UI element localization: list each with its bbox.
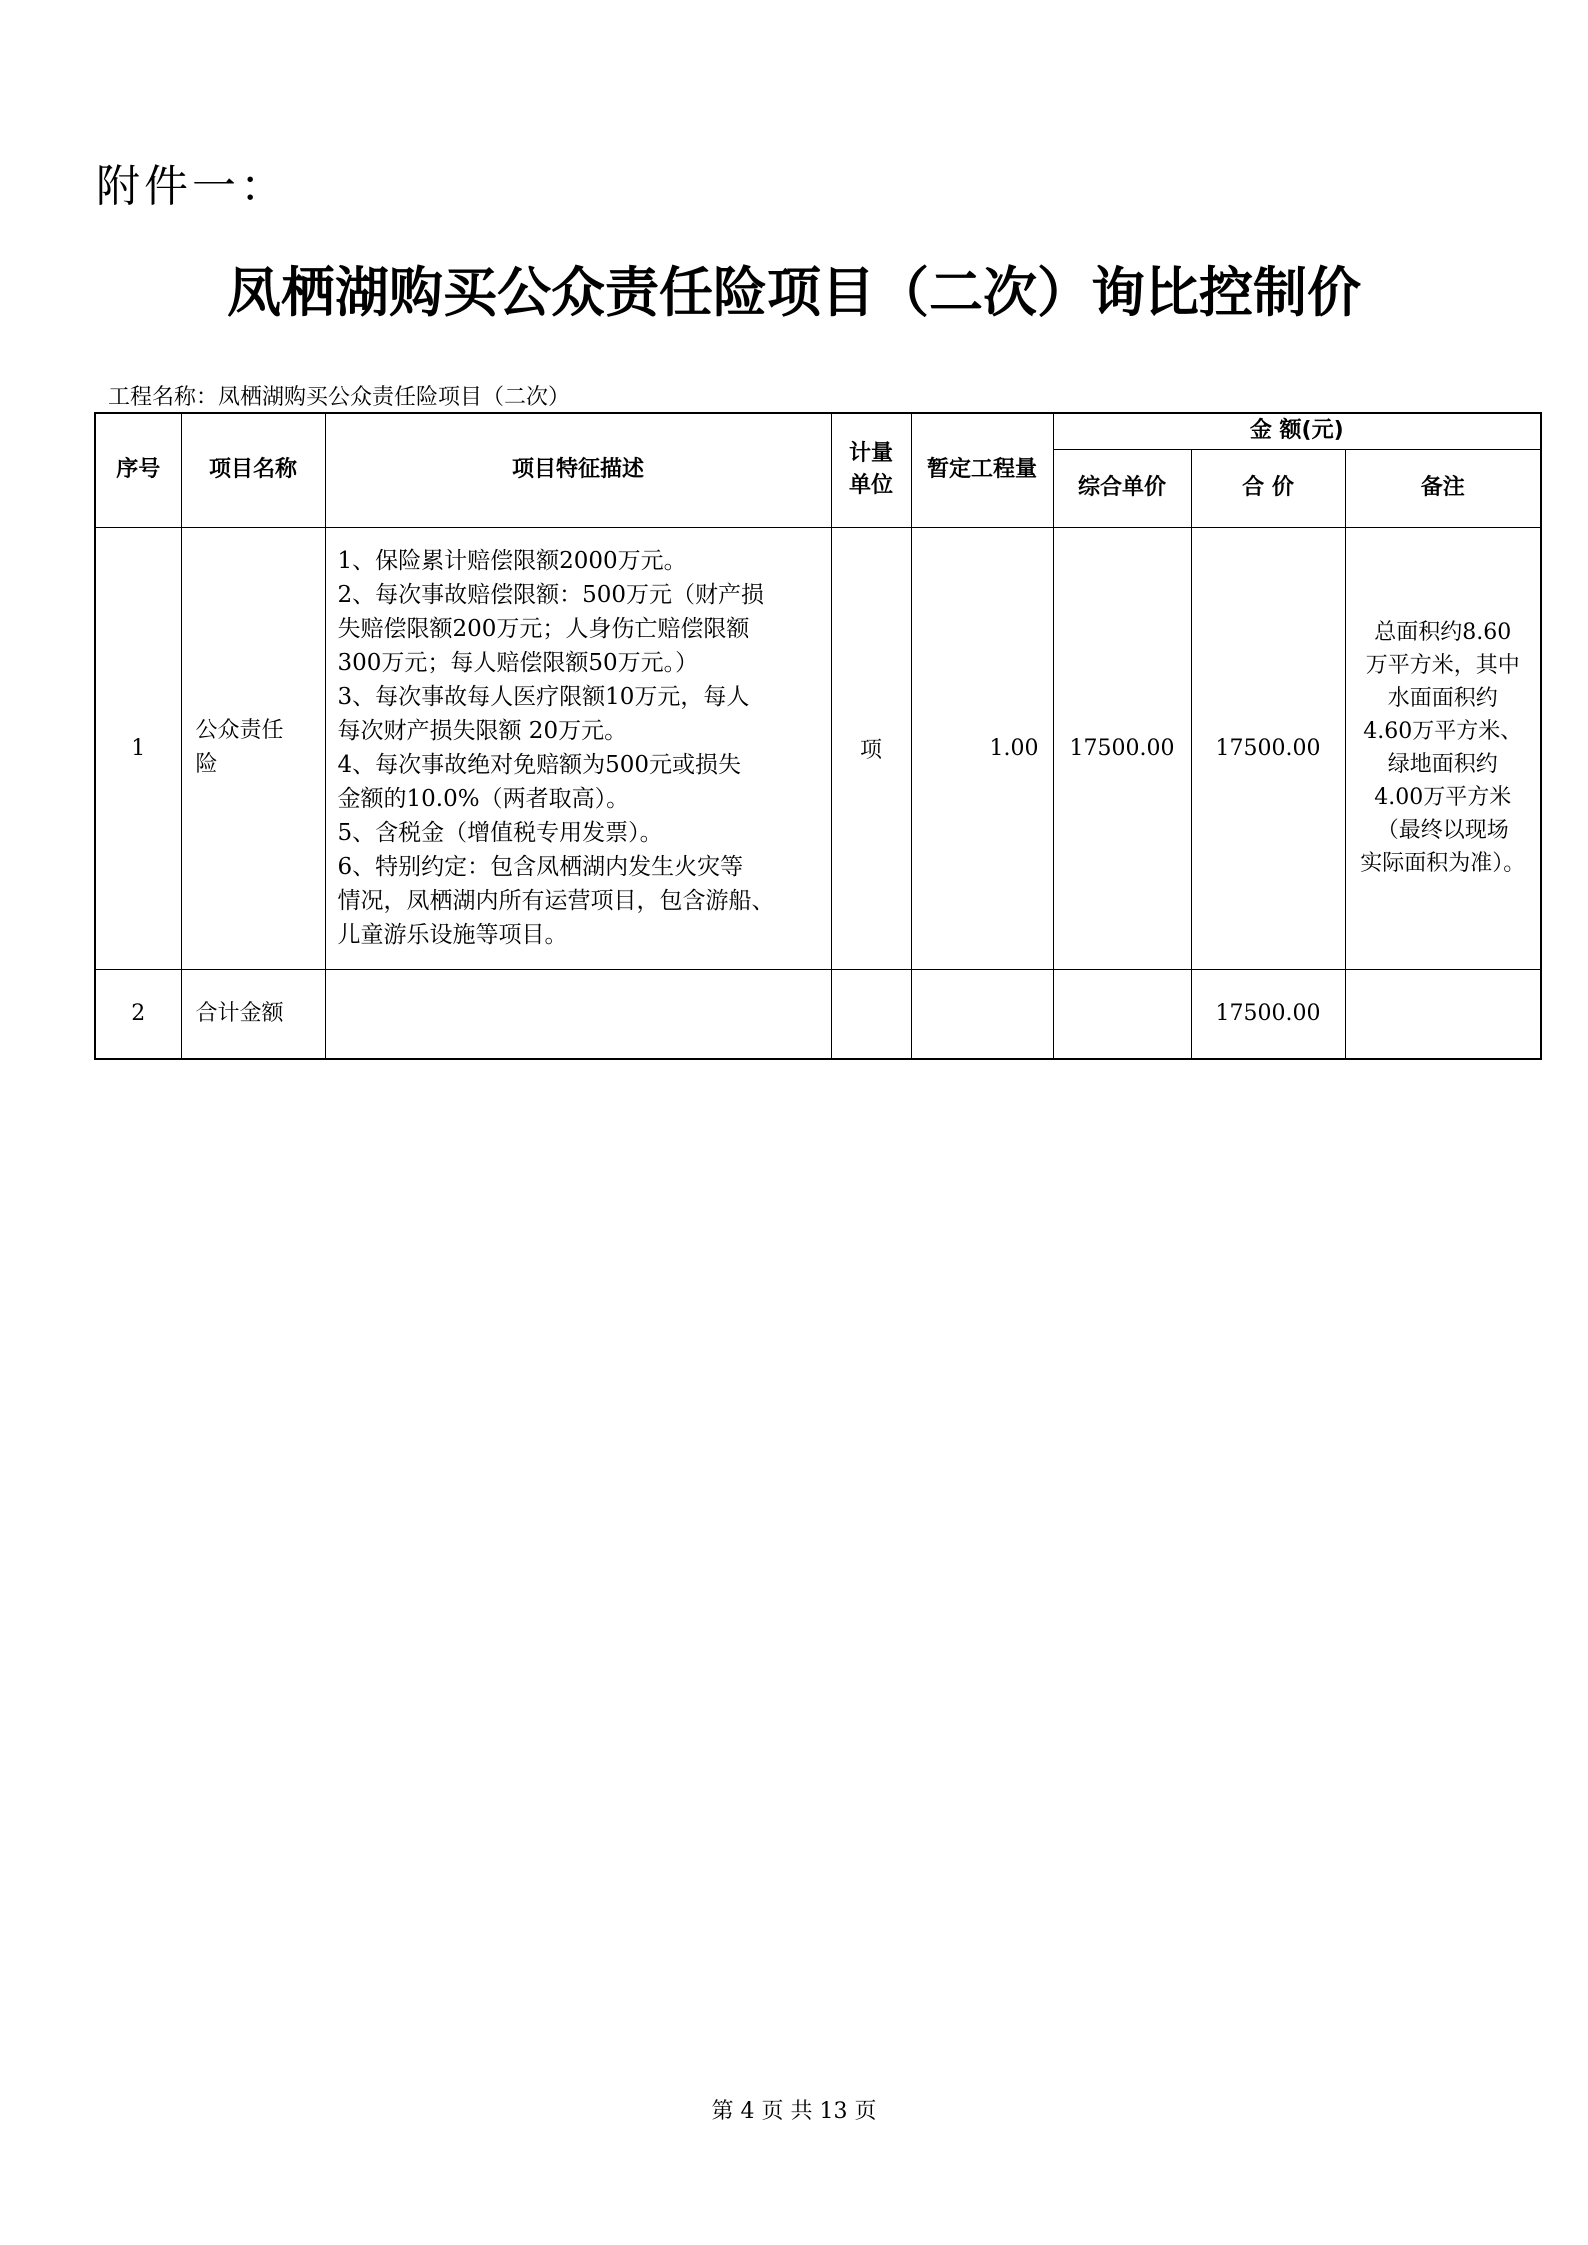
row-unit-price: 17500.00 xyxy=(1053,527,1191,969)
empty-cell xyxy=(911,969,1053,1059)
header-description: 项目特征描述 xyxy=(325,413,831,527)
total-row-amount: 17500.00 xyxy=(1191,969,1345,1059)
item-name-line: 险 xyxy=(195,752,218,777)
description-line: 2、每次事故赔偿限额：500万元（财产损 xyxy=(337,582,765,608)
price-control-table xyxy=(94,412,1542,1060)
empty-cell xyxy=(831,969,911,1059)
document-title: 凤栖湖购买公众责任险项目（二次）询比控制价 xyxy=(227,261,1361,324)
header-total: 合 价 xyxy=(1191,449,1345,527)
description-line: 失赔偿限额200万元；人身伤亡赔偿限额 xyxy=(337,616,750,642)
row-seq: 1 xyxy=(95,527,181,969)
row-description xyxy=(325,527,831,969)
total-row-label: 合计金额 xyxy=(181,969,325,1059)
note-line: 4.00万平方米 xyxy=(1374,785,1512,810)
empty-cell xyxy=(1053,969,1191,1059)
empty-cell xyxy=(1345,969,1541,1059)
note-line: 万平方米，其中 xyxy=(1365,653,1520,678)
row-note xyxy=(1345,527,1541,969)
description-line: 儿童游乐设施等项目。 xyxy=(337,922,568,948)
total-row-seq: 2 xyxy=(95,969,181,1059)
note-line: （最终以现场 xyxy=(1376,818,1509,843)
note-line: 总面积约8.60 xyxy=(1374,620,1512,645)
header-item-name: 项目名称 xyxy=(181,413,325,527)
description-line: 情况，凤栖湖内所有运营项目，包含游船、 xyxy=(337,888,775,914)
header-seq: 序号 xyxy=(95,413,181,527)
description-line: 300万元；每人赔偿限额50万元。） xyxy=(337,650,699,676)
header-quantity: 暂定工程量 xyxy=(911,413,1053,527)
attachment-label: 附件一： xyxy=(96,161,288,212)
header-note: 备注 xyxy=(1345,449,1541,527)
description-line: 4、每次事故绝对免赔额为500元或损失 xyxy=(337,752,742,778)
row-item-name xyxy=(181,527,325,969)
note-line: 水面面积约 xyxy=(1387,686,1498,711)
header-unit: 计量单位 xyxy=(831,413,911,527)
row-total: 17500.00 xyxy=(1191,527,1345,969)
note-line: 4.60万平方米、 xyxy=(1363,719,1523,744)
table-row xyxy=(95,527,1541,969)
header-amount-group: 金 额(元) xyxy=(1053,413,1541,449)
table-row-total xyxy=(95,969,1541,1059)
note-line: 绿地面积约 xyxy=(1387,752,1498,777)
row-quantity: 1.00 xyxy=(911,527,1053,969)
description-line: 5、含税金（增值税专用发票）。 xyxy=(337,820,663,846)
description-line: 金额的10.0%（两者取高）。 xyxy=(337,786,630,812)
empty-cell xyxy=(325,969,831,1059)
item-name-line: 公众责任 xyxy=(195,718,284,743)
description-line: 每次财产损失限额 20万元。 xyxy=(337,718,628,744)
note-line: 实际面积为准）。 xyxy=(1360,851,1526,876)
row-unit: 项 xyxy=(831,527,911,969)
header-unit-price: 综合单价 xyxy=(1053,449,1191,527)
description-line: 1、保险累计赔偿限额2000万元。 xyxy=(337,548,687,574)
description-line: 6、特别约定：包含凤栖湖内发生火灾等 xyxy=(337,854,744,880)
page-number: 第 4 页 共 13 页 xyxy=(711,2099,877,2124)
project-name-line: 工程名称：凤栖湖购买公众责任险项目（二次） xyxy=(108,385,571,410)
description-line: 3、每次事故每人医疗限额10万元，每人 xyxy=(337,684,750,710)
